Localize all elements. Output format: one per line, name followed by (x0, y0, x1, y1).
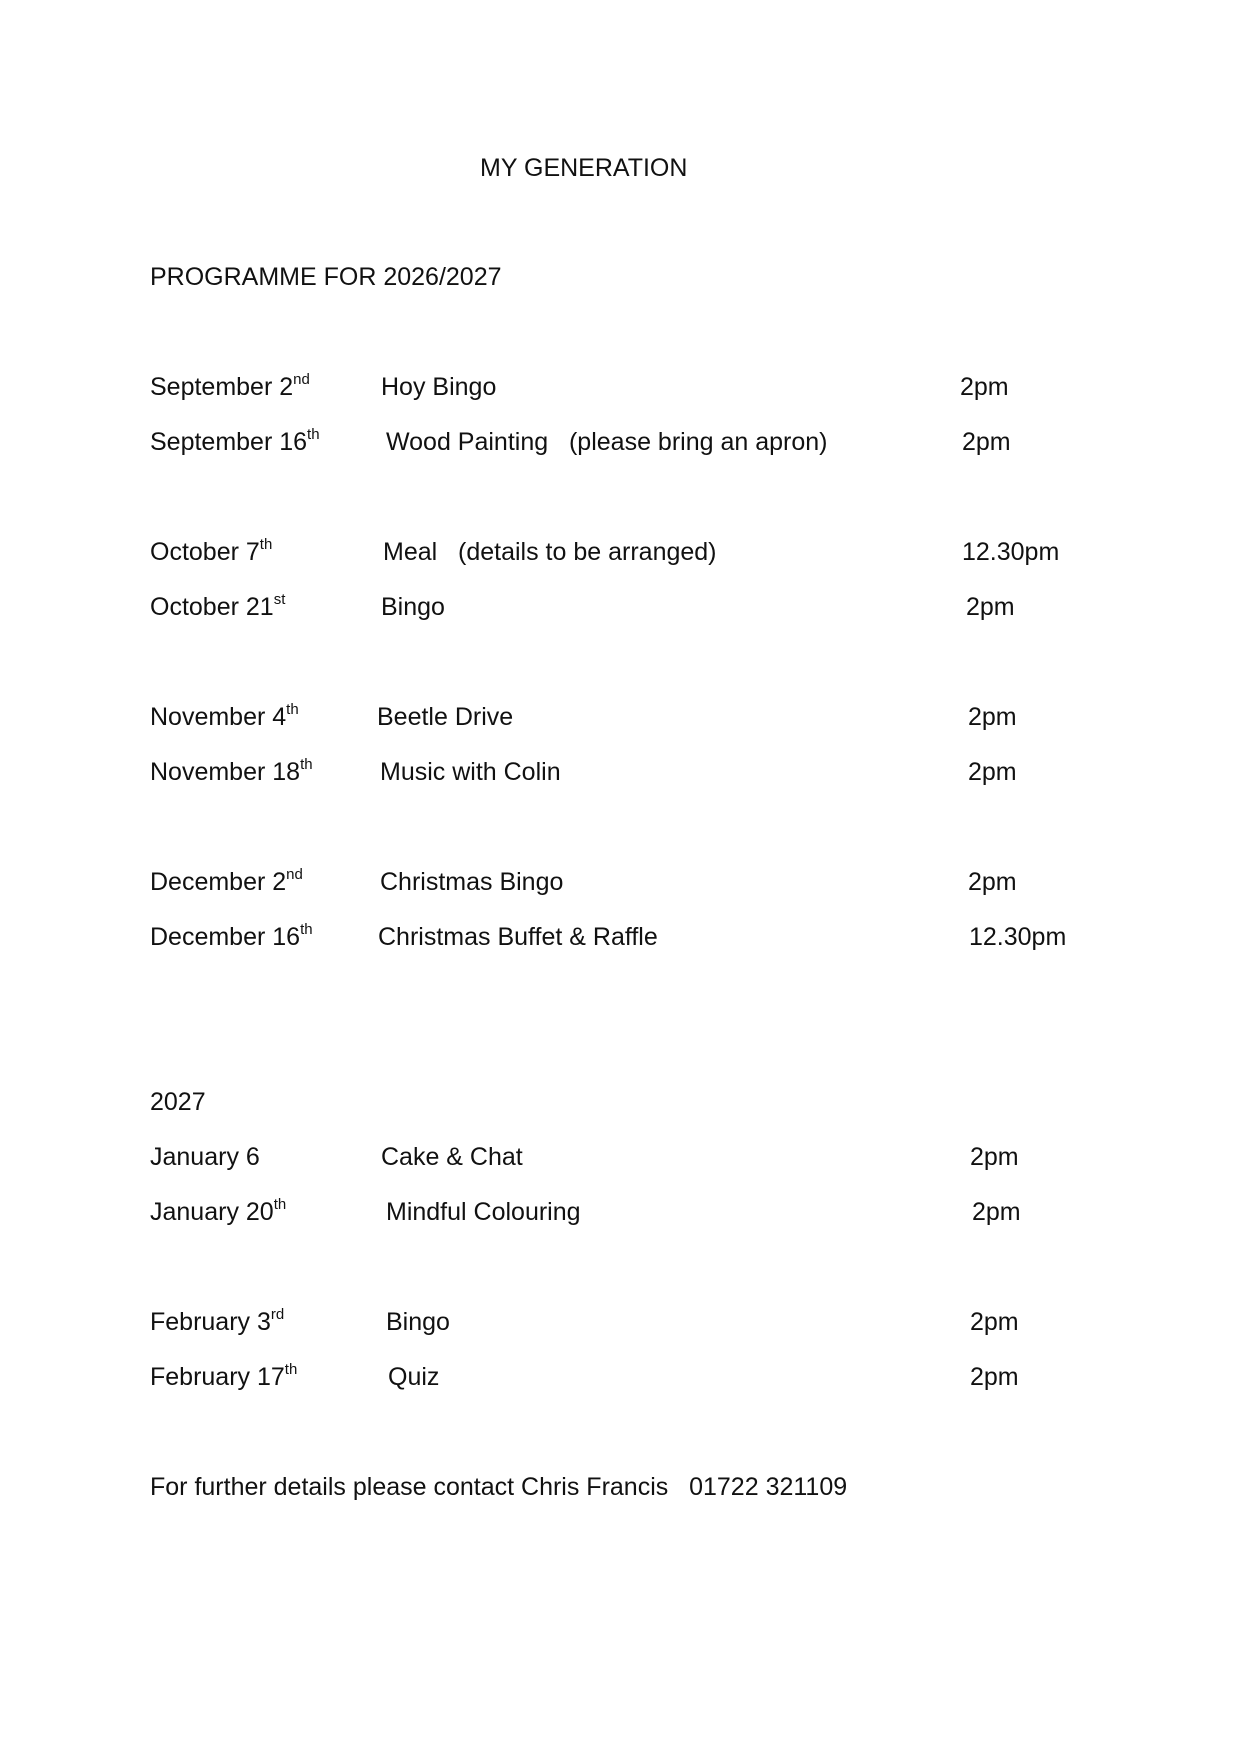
year-heading: 2027 (150, 1088, 206, 1116)
entry-date-suffix: th (273, 1196, 287, 1213)
entry-time: 2pm (968, 868, 1017, 896)
entry-time: 2pm (962, 428, 1011, 456)
entry-time: 2pm (970, 1143, 1019, 1171)
entry-date: November 4 (150, 703, 287, 731)
entry-date: November 18 (150, 758, 301, 786)
entry-time: 2pm (968, 703, 1017, 731)
entry-date-suffix: th (286, 701, 299, 718)
entry-time: 2pm (960, 373, 1009, 401)
entry-date: January 6 (150, 1143, 260, 1171)
entry-date: September 2 (150, 373, 294, 401)
entry-time: 12.30pm (962, 538, 1060, 566)
entry-time: 2pm (972, 1198, 1021, 1226)
entry-date-suffix: nd (293, 371, 310, 388)
entry-date-suffix: th (300, 756, 313, 773)
entry-event: Quiz (388, 1363, 440, 1391)
entry-date-suffix: nd (286, 866, 303, 883)
entry-event: Music with Colin (380, 758, 561, 786)
entry-date-suffix: th (259, 536, 273, 553)
entry-date: December 16 (150, 923, 301, 951)
entry-date: February 17 (150, 1363, 285, 1391)
entry-date: February 3 (150, 1308, 271, 1336)
entry-date: October 7 (150, 538, 260, 566)
entry-date: January 20 (150, 1198, 274, 1226)
entry-event: Bingo (386, 1308, 450, 1336)
entry-date-suffix: th (300, 921, 313, 938)
entry-time: 2pm (966, 593, 1015, 621)
entry-date: October 21 (150, 593, 274, 621)
entry-time: 2pm (970, 1308, 1019, 1336)
document-title: MY GENERATION (480, 154, 688, 182)
programme-heading: PROGRAMME FOR 2026/2027 (150, 263, 502, 291)
entry-event: Meal (details to be arranged) (383, 538, 717, 566)
entry-time: 2pm (968, 758, 1017, 786)
entry-event: Mindful Colouring (386, 1198, 581, 1226)
entry-time: 2pm (970, 1363, 1019, 1391)
entry-date-suffix: th (307, 426, 320, 443)
entry-date: December 2 (150, 868, 287, 896)
entry-event: Hoy Bingo (381, 373, 497, 401)
entry-event: Christmas Bingo (380, 868, 564, 896)
entry-event: Wood Painting (please bring an apron) (386, 428, 828, 456)
entry-date-suffix: rd (270, 1306, 285, 1323)
entry-date-suffix: th (284, 1361, 298, 1378)
entry-event: Bingo (381, 593, 445, 621)
entry-event: Beetle Drive (377, 703, 514, 731)
entry-event: Christmas Buffet & Raffle (378, 923, 658, 951)
entry-event: Cake & Chat (381, 1143, 523, 1171)
entry-time: 12.30pm (969, 923, 1067, 951)
contact-line: For further details please contact Chris Francis 01722 321109 (150, 1473, 848, 1501)
entry-date-suffix: st (273, 591, 286, 608)
entry-date: September 16 (150, 428, 308, 456)
